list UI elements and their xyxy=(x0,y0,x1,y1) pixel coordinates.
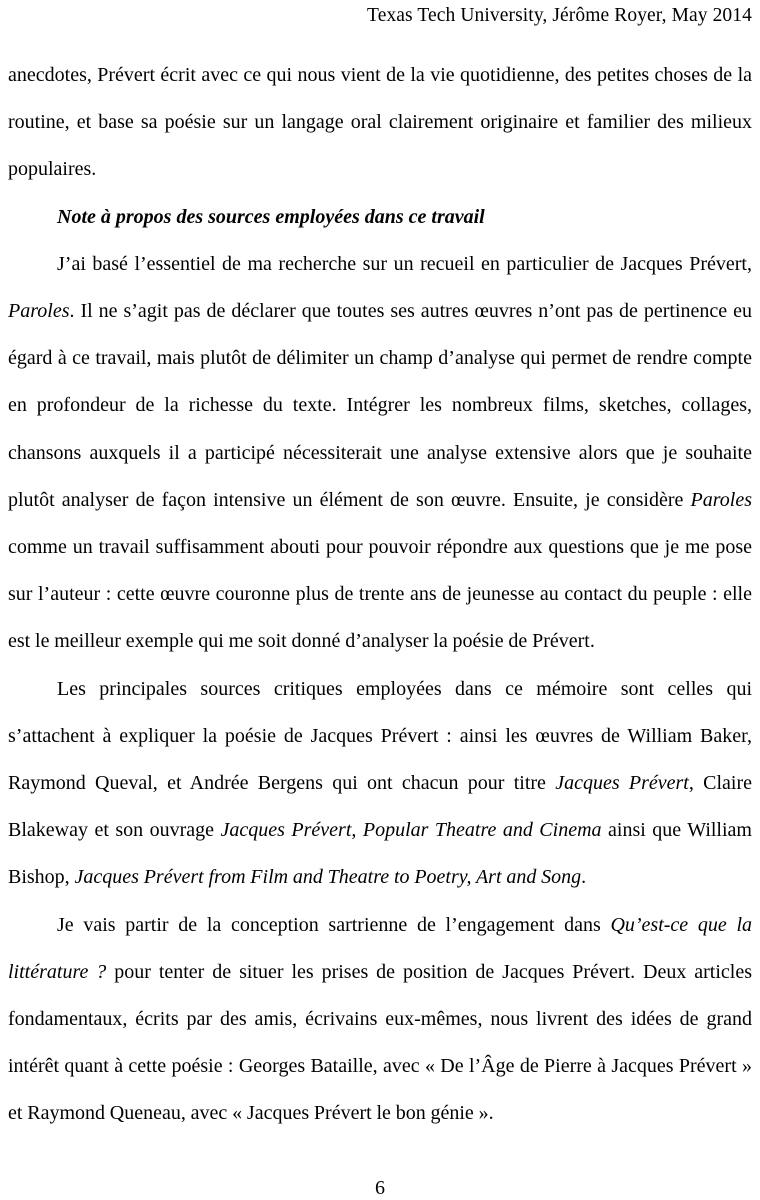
paragraph-critical-run-4: . xyxy=(581,866,587,889)
paragraph-critical-run-2: , Claire Blakeway et son ouvrage xyxy=(8,772,752,842)
title-jacques-prevert: Jacques Prévert xyxy=(555,772,689,795)
title-paroles-2: Paroles xyxy=(690,488,752,511)
paragraph-sources-run-2: . Il ne s’agit pas de déclarer que toutes ses autres œuvres n’ont pas de pertinence eu égard à ce travail, mais plutôt de délimiter un champ d’analyse qui permet de rendre compte en profondeur de la richesse du texte. Intégrer les nombreux films, sketches, collages, chansons auxquels il a participé nécessiterait une analyse extensive alors que je souhaite plutôt analyser de façon intensive un élément de son œuvre. Ensuite, je considère xyxy=(8,300,752,511)
paragraph-engagement-run-2: pour tenter de situer les prises de position de Jacques Prévert. Deux articles fondamentaux, écrits par des amis, écrivains eux-mêmes, nous livrent des idées de grand intérêt quant à cette poésie : Georges Bataille, avec « De l’Âge de Pierre à Jacques Prévert » et Raymond Queneau, avec « Jacques Prévert le bon génie ». xyxy=(8,960,752,1125)
section-heading-note-sources: Note à propos des sources employées dans ce travail xyxy=(57,205,485,228)
title-popular-theatre-and-cinema: Jacques Prévert, Popular Theatre and Cinema xyxy=(220,819,602,842)
paragraph-critical-sources xyxy=(8,666,752,902)
page-number: 6 xyxy=(375,1177,385,1199)
paragraph-continued xyxy=(8,52,752,194)
running-head: Texas Tech University, Jérôme Royer, May 2014 xyxy=(367,5,752,26)
title-paroles-1: Paroles xyxy=(8,300,70,323)
title-quest-ce-que-la-litterature: Qu’est-ce que la littérature ? xyxy=(8,913,752,983)
paragraph-critical-run-1: Les principales sources critiques employées dans ce mémoire sont celles qui s’attachent à expliquer la poésie de Jacques Prévert : ainsi les œuvres de William Baker, Raymond Queval, et Andrée Bergens qui ont chacun pour titre xyxy=(8,677,752,795)
paragraph-sources-run-3: comme un travail suffisamment abouti pour pouvoir répondre aux questions que je me pose sur l’auteur : cette œuvre couronne plus de trente ans de jeunesse au contact du peuple : elle est le meilleur exemple qui me soit donné d’analyser la poésie de Prévert. xyxy=(8,536,752,653)
paragraph-engagement xyxy=(8,902,752,1138)
title-from-film-and-theatre: Jacques Prévert from Film and Theatre to Poetry, Art and Song xyxy=(74,866,582,889)
paragraph-engagement-run-1: Je vais partir de la conception sartrienne de l’engagement dans xyxy=(57,913,611,936)
paragraph-sources-run-1: J’ai basé l’essentiel de ma recherche sur un recueil en particulier de Jacques Prévert, xyxy=(57,252,752,275)
paragraph-continued-text: anecdotes, Prévert écrit avec ce qui nous vient de la vie quotidienne, des petites choses de la routine, et base sa poésie sur un langage oral clairement originaire et familier des milieux populaires. xyxy=(8,64,752,181)
paragraph-critical-run-3: ainsi que William Bishop, xyxy=(8,819,752,889)
paragraph-sources xyxy=(8,241,752,666)
body-text-column xyxy=(8,52,752,1138)
